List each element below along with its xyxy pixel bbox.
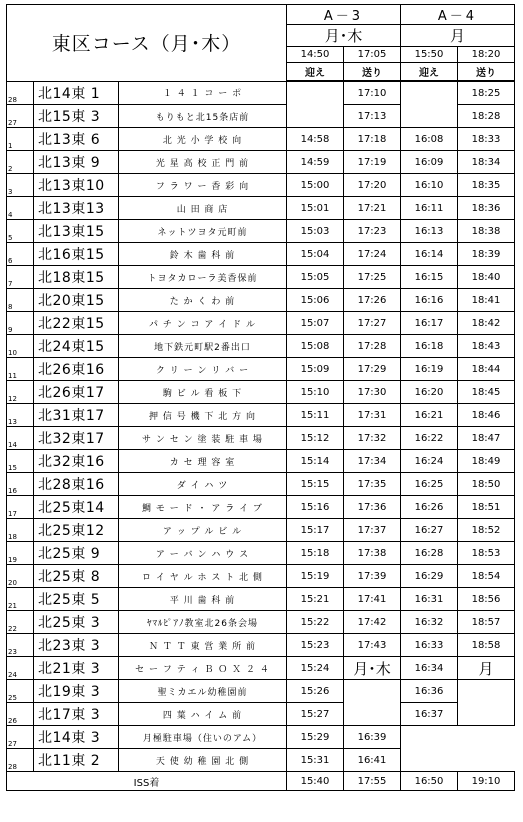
route-a4-start-time: 15:50 bbox=[401, 47, 458, 63]
a3-dropoff-time: 17:37 bbox=[344, 519, 401, 542]
a4-dropoff-time: 18:58 bbox=[458, 634, 515, 657]
a3-arrival-pickup: 15:40 bbox=[287, 772, 344, 791]
stop-address: 北26東17 bbox=[34, 381, 119, 404]
a4-dropoff-time: 18:34 bbox=[458, 151, 515, 174]
stop-number: 15 bbox=[7, 450, 34, 473]
stop-name: ﾔﾏﾙﾋﾟｱﾉ教室北26条会場 bbox=[119, 611, 287, 634]
a3-dropoff-time: 17:29 bbox=[344, 358, 401, 381]
a3-pickup-time: 15:29 bbox=[287, 726, 344, 749]
stop-number: 2 bbox=[7, 151, 34, 174]
stop-number: 8 bbox=[7, 289, 34, 312]
stop-address: 北22東15 bbox=[34, 312, 119, 335]
a4-dropoff-time: 18:42 bbox=[458, 312, 515, 335]
a4-dropoff-time: 18:52 bbox=[458, 519, 515, 542]
a3-dropoff-time: 17:28 bbox=[344, 335, 401, 358]
stop-name: カ セ 理 容 室 bbox=[119, 450, 287, 473]
a4-pickup-time: 16:25 bbox=[401, 473, 458, 496]
a4-arrival-dropoff: 19:10 bbox=[458, 772, 515, 791]
a3-dropoff-time: 17:23 bbox=[344, 220, 401, 243]
stop-number: 28 bbox=[7, 81, 34, 105]
stop-number: 24 bbox=[7, 657, 34, 680]
stop-number: 26 bbox=[7, 703, 34, 726]
stop-number: 4 bbox=[7, 197, 34, 220]
stop-name: 聖ミカエル幼稚園前 bbox=[119, 680, 287, 703]
stop-number: 13 bbox=[7, 404, 34, 427]
stop-number: 12 bbox=[7, 381, 34, 404]
a4-pickup-time: 16:29 bbox=[401, 565, 458, 588]
table-row bbox=[7, 381, 515, 404]
stop-name: 鯛 モ ー ド ・ ア ラ イ ブ bbox=[119, 496, 287, 519]
a4-pickup-time: 16:32 bbox=[401, 611, 458, 634]
pickup-header: 迎え bbox=[287, 63, 344, 82]
a3-pickup-time: 15:27 bbox=[287, 703, 344, 726]
stop-number: 17 bbox=[7, 496, 34, 519]
a4-pickup-time: 16:26 bbox=[401, 496, 458, 519]
stop-address: 北32東17 bbox=[34, 427, 119, 450]
table-row bbox=[7, 473, 515, 496]
a3-pickup-time: 14:59 bbox=[287, 151, 344, 174]
stop-name: 鈴 木 歯 科 前 bbox=[119, 243, 287, 266]
a4-dropoff-time: 18:45 bbox=[458, 381, 515, 404]
stop-address: 北18東15 bbox=[34, 266, 119, 289]
a4-pickup-time: 16:16 bbox=[401, 289, 458, 312]
a3-dropoff-time: 17:27 bbox=[344, 312, 401, 335]
a3-pickup-time: 15:15 bbox=[287, 473, 344, 496]
stop-name: Ｎ Ｔ Ｔ 東 営 業 所 前 bbox=[119, 634, 287, 657]
stop-address: 北16東15 bbox=[34, 243, 119, 266]
a4-dropoff-time: 18:46 bbox=[458, 404, 515, 427]
stop-name: ア ッ プ ル ビ ル bbox=[119, 519, 287, 542]
a4-pickup-time bbox=[401, 81, 458, 128]
a3-lower-days: 月･木 bbox=[344, 657, 401, 680]
table-row bbox=[7, 220, 515, 243]
a4-pickup-time: 16:24 bbox=[401, 450, 458, 473]
table-row bbox=[7, 312, 515, 335]
a4-dropoff-time: 18:36 bbox=[458, 197, 515, 220]
a3-dropoff-time: 17:18 bbox=[344, 128, 401, 151]
stop-address: 北25東 9 bbox=[34, 542, 119, 565]
a4-pickup-time: 16:13 bbox=[401, 220, 458, 243]
timetable bbox=[6, 4, 515, 791]
stop-name: 駒 ビ ル 看 板 下 bbox=[119, 381, 287, 404]
stop-address: 北14東 3 bbox=[34, 726, 119, 749]
stop-address: 北25東12 bbox=[34, 519, 119, 542]
stop-address: 北19東 3 bbox=[34, 680, 119, 703]
stop-number: 19 bbox=[7, 542, 34, 565]
a3-dropoff-time: 17:25 bbox=[344, 266, 401, 289]
stop-address: 北15東 3 bbox=[34, 105, 119, 128]
dropoff-header: 送り bbox=[344, 63, 401, 82]
route-a3-code: A－3 bbox=[287, 5, 401, 25]
stop-address: 北17東 3 bbox=[34, 703, 119, 726]
a4-pickup-time: 16:21 bbox=[401, 404, 458, 427]
a3-dropoff-time: 17:42 bbox=[344, 611, 401, 634]
stop-address: 北25東14 bbox=[34, 496, 119, 519]
a4-pickup-time: 16:19 bbox=[401, 358, 458, 381]
a4-pickup-time: 16:36 bbox=[401, 680, 458, 703]
pickup-header: 迎え bbox=[401, 63, 458, 82]
stop-name: 月極駐車場（住いのアム） bbox=[119, 726, 287, 749]
a4-dropoff-time: 18:28 bbox=[458, 105, 515, 128]
stop-name: 押 信 号 機 下 北 方 向 bbox=[119, 404, 287, 427]
stop-address: 北25東 8 bbox=[34, 565, 119, 588]
a4-pickup-time: 16:33 bbox=[401, 634, 458, 657]
stop-name: 天 使 幼 稚 園 北 側 bbox=[119, 749, 287, 772]
a4-pickup-time: 16:28 bbox=[401, 542, 458, 565]
dropoff-header: 送り bbox=[458, 63, 515, 82]
stop-address: 北32東16 bbox=[34, 450, 119, 473]
route-a4-code: A－4 bbox=[401, 5, 515, 25]
a4-pickup-time: 16:15 bbox=[401, 266, 458, 289]
stop-name: ネットツヨタ元町前 bbox=[119, 220, 287, 243]
stop-number: 11 bbox=[7, 358, 34, 381]
a3-pickup-time: 14:58 bbox=[287, 128, 344, 151]
stop-name: 四 葉 ハ イ ム 前 bbox=[119, 703, 287, 726]
a4-pickup-time: 16:34 bbox=[401, 657, 458, 680]
table-row bbox=[7, 128, 515, 151]
a4-pickup-time: 16:20 bbox=[401, 381, 458, 404]
stop-address: 北13東 6 bbox=[34, 128, 119, 151]
a3-dropoff-time: 17:35 bbox=[344, 473, 401, 496]
stop-name: フ ラ ワ ー 香 彩 向 bbox=[119, 174, 287, 197]
a3-pickup-time: 15:11 bbox=[287, 404, 344, 427]
a3-pickup-time: 15:23 bbox=[287, 634, 344, 657]
a3-pickup-time: 15:14 bbox=[287, 450, 344, 473]
a4-dropoff-time: 18:47 bbox=[458, 427, 515, 450]
a3-pickup-time: 15:00 bbox=[287, 174, 344, 197]
stop-address: 北25東 3 bbox=[34, 611, 119, 634]
a4-pickup-time: 16:10 bbox=[401, 174, 458, 197]
a3-dropoff-time: 17:39 bbox=[344, 565, 401, 588]
stop-number: 27 bbox=[7, 726, 34, 749]
table-row bbox=[7, 634, 515, 657]
table-row bbox=[7, 289, 515, 312]
stop-name: た か く わ 前 bbox=[119, 289, 287, 312]
a3-dropoff-time: 17:24 bbox=[344, 243, 401, 266]
stop-name: ク リ ー ン リ バ ー bbox=[119, 358, 287, 381]
a4-dropoff-time: 18:56 bbox=[458, 588, 515, 611]
a4-dropoff-time: 18:54 bbox=[458, 565, 515, 588]
table-row bbox=[7, 81, 515, 105]
stop-number: 6 bbox=[7, 243, 34, 266]
table-row bbox=[7, 358, 515, 381]
table-row bbox=[7, 657, 515, 680]
table-row bbox=[7, 243, 515, 266]
a4-lower-days: 月 bbox=[458, 657, 515, 680]
a4-dropoff-time: 18:33 bbox=[458, 128, 515, 151]
stop-address: 北20東15 bbox=[34, 289, 119, 312]
a3-dropoff-time: 17:38 bbox=[344, 542, 401, 565]
stop-number: 21 bbox=[7, 588, 34, 611]
stop-name: ロ イ ヤ ル ホ ス ト 北 側 bbox=[119, 565, 287, 588]
stop-address: 北31東17 bbox=[34, 404, 119, 427]
stop-number: 20 bbox=[7, 565, 34, 588]
table-row bbox=[7, 749, 515, 772]
stop-address: 北25東 5 bbox=[34, 588, 119, 611]
stop-number: 3 bbox=[7, 174, 34, 197]
stop-number: 23 bbox=[7, 634, 34, 657]
stop-name: ア ー バ ン ハ ウ ス bbox=[119, 542, 287, 565]
stop-number: 25 bbox=[7, 680, 34, 703]
stop-name: 山 田 商 店 bbox=[119, 197, 287, 220]
stop-name: 北 光 小 学 校 向 bbox=[119, 128, 287, 151]
a3-dropoff-time: 17:26 bbox=[344, 289, 401, 312]
route-a4-end-time: 18:20 bbox=[458, 47, 515, 63]
stop-name: ダ イ ハ ツ bbox=[119, 473, 287, 496]
a3-dropoff-time: 17:21 bbox=[344, 197, 401, 220]
a3-pickup-time: 15:21 bbox=[287, 588, 344, 611]
stop-name: 地下鉄元町駅2番出口 bbox=[119, 335, 287, 358]
a3-pickup-time: 15:26 bbox=[287, 680, 344, 703]
a4-pickup-time: 16:08 bbox=[401, 128, 458, 151]
stop-number: 14 bbox=[7, 427, 34, 450]
table-row bbox=[7, 496, 515, 519]
table-row bbox=[7, 266, 515, 289]
a3-dropoff-time: 17:30 bbox=[344, 381, 401, 404]
a3-dropoff-empty bbox=[344, 680, 401, 726]
stop-address: 北13東13 bbox=[34, 197, 119, 220]
a3-dropoff-time: 17:10 bbox=[344, 81, 401, 105]
a4-dropoff-time: 18:44 bbox=[458, 358, 515, 381]
a4-dropoff-time: 18:53 bbox=[458, 542, 515, 565]
a3-pickup-time: 15:06 bbox=[287, 289, 344, 312]
stop-number: 28 bbox=[7, 749, 34, 772]
table-row bbox=[7, 404, 515, 427]
a4-dropoff-time: 18:57 bbox=[458, 611, 515, 634]
table-row bbox=[7, 450, 515, 473]
route-a4-days: 月 bbox=[401, 25, 515, 47]
a4-dropoff-time: 18:51 bbox=[458, 496, 515, 519]
table-row bbox=[7, 197, 515, 220]
a3-pickup-time: 15:16 bbox=[287, 496, 344, 519]
table-row bbox=[7, 542, 515, 565]
a4-dropoff-time: 18:25 bbox=[458, 81, 515, 105]
a3-pickup-time: 15:12 bbox=[287, 427, 344, 450]
stop-address: 北24東15 bbox=[34, 335, 119, 358]
a3-pickup-time: 15:03 bbox=[287, 220, 344, 243]
stop-address: 北26東16 bbox=[34, 358, 119, 381]
a3-pickup-time: 15:08 bbox=[287, 335, 344, 358]
a4-pickup-time: 16:18 bbox=[401, 335, 458, 358]
a3-pickup-time: 15:22 bbox=[287, 611, 344, 634]
stop-number: 18 bbox=[7, 519, 34, 542]
stop-name: 光 星 高 校 正 門 前 bbox=[119, 151, 287, 174]
table-row bbox=[7, 427, 515, 450]
a4-dropoff-time: 18:35 bbox=[458, 174, 515, 197]
a4-arrival-pickup: 16:50 bbox=[401, 772, 458, 791]
stop-name: １ ４ １ コ ー ポ bbox=[119, 81, 287, 105]
route-a3-start-time: 14:50 bbox=[287, 47, 344, 63]
a3-dropoff-time: 17:34 bbox=[344, 450, 401, 473]
table-row bbox=[7, 680, 515, 703]
a3-pickup-time: 15:01 bbox=[287, 197, 344, 220]
table-row bbox=[7, 703, 515, 726]
table-row bbox=[7, 565, 515, 588]
stop-number: 7 bbox=[7, 266, 34, 289]
a4-pickup-time: 16:09 bbox=[401, 151, 458, 174]
table-row bbox=[7, 174, 515, 197]
a3-dropoff-time: 17:36 bbox=[344, 496, 401, 519]
a3-dropoff-time: 17:31 bbox=[344, 404, 401, 427]
a4-dropoff-time: 18:41 bbox=[458, 289, 515, 312]
table-row bbox=[7, 611, 515, 634]
stop-address: 北23東 3 bbox=[34, 634, 119, 657]
stop-number: 27 bbox=[7, 105, 34, 128]
a4-pickup-time: 16:11 bbox=[401, 197, 458, 220]
a4-dropoff-time: 18:43 bbox=[458, 335, 515, 358]
a4-pickup-time: 16:39 bbox=[344, 726, 401, 749]
stop-name: もりもと北15条店前 bbox=[119, 105, 287, 128]
a4-dropoff-time: 18:50 bbox=[458, 473, 515, 496]
a3-pickup-time: 15:05 bbox=[287, 266, 344, 289]
a4-dropoff-time: 18:49 bbox=[458, 450, 515, 473]
a3-dropoff-time: 17:41 bbox=[344, 588, 401, 611]
a4-pickup-time: 16:17 bbox=[401, 312, 458, 335]
table-row bbox=[7, 726, 515, 749]
a3-pickup-time: 15:24 bbox=[287, 657, 344, 680]
stop-name: パ チ ン コ ア イ ド ル bbox=[119, 312, 287, 335]
stop-number: 5 bbox=[7, 220, 34, 243]
a3-pickup-time: 15:09 bbox=[287, 358, 344, 381]
a3-pickup-time: 15:10 bbox=[287, 381, 344, 404]
a4-pickup-time: 16:14 bbox=[401, 243, 458, 266]
table-row bbox=[7, 335, 515, 358]
stop-name: 平 川 歯 科 前 bbox=[119, 588, 287, 611]
stop-number: 9 bbox=[7, 312, 34, 335]
a3-pickup-time: 15:07 bbox=[287, 312, 344, 335]
a3-pickup-time: 15:18 bbox=[287, 542, 344, 565]
a3-dropoff-time: 17:13 bbox=[344, 105, 401, 128]
a4-dropoff-empty bbox=[458, 680, 515, 726]
a3-pickup-time: 15:04 bbox=[287, 243, 344, 266]
a4-pickup-time: 16:22 bbox=[401, 427, 458, 450]
route-a3-days: 月･木 bbox=[287, 25, 401, 47]
route-a3-end-time: 17:05 bbox=[344, 47, 401, 63]
table-row bbox=[7, 519, 515, 542]
stop-name: サ ン セ ン 塗 装 駐 車 場 bbox=[119, 427, 287, 450]
a3-pickup-time: 15:19 bbox=[287, 565, 344, 588]
stop-address: 北14東 1 bbox=[34, 81, 119, 105]
stop-address: 北28東16 bbox=[34, 473, 119, 496]
a4-pickup-time: 16:41 bbox=[344, 749, 401, 772]
a3-dropoff-time: 17:43 bbox=[344, 634, 401, 657]
table-row bbox=[7, 588, 515, 611]
table-row bbox=[7, 151, 515, 174]
a4-pickup-time: 16:37 bbox=[401, 703, 458, 726]
arrival-label: ISS着 bbox=[7, 772, 287, 791]
stop-address: 北13東10 bbox=[34, 174, 119, 197]
a3-dropoff-time: 17:32 bbox=[344, 427, 401, 450]
a3-dropoff-time: 17:20 bbox=[344, 174, 401, 197]
stop-name: セ ー フ テ ィ Ｂ Ｏ Ｘ ２ ４ bbox=[119, 657, 287, 680]
a4-dropoff-time: 18:39 bbox=[458, 243, 515, 266]
stop-address: 北13東15 bbox=[34, 220, 119, 243]
a4-pickup-time: 16:31 bbox=[401, 588, 458, 611]
a3-pickup-time: 15:17 bbox=[287, 519, 344, 542]
stop-name: トヨタカローラ美香保前 bbox=[119, 266, 287, 289]
stop-address: 北21東 3 bbox=[34, 657, 119, 680]
a4-pickup-time: 16:27 bbox=[401, 519, 458, 542]
a3-pickup-time bbox=[287, 81, 344, 128]
stop-number: 22 bbox=[7, 611, 34, 634]
stop-address: 北13東 9 bbox=[34, 151, 119, 174]
a4-dropoff-time: 18:40 bbox=[458, 266, 515, 289]
stop-number: 10 bbox=[7, 335, 34, 358]
stop-number: 16 bbox=[7, 473, 34, 496]
a3-arrival-dropoff: 17:55 bbox=[344, 772, 401, 791]
footer-row bbox=[7, 772, 515, 791]
a3-dropoff-time: 17:19 bbox=[344, 151, 401, 174]
stop-number: 1 bbox=[7, 128, 34, 151]
page-title: 東区コース（月･木） bbox=[7, 5, 287, 82]
stop-address: 北11東 2 bbox=[34, 749, 119, 772]
a4-dropoff-time: 18:38 bbox=[458, 220, 515, 243]
a3-pickup-time: 15:31 bbox=[287, 749, 344, 772]
